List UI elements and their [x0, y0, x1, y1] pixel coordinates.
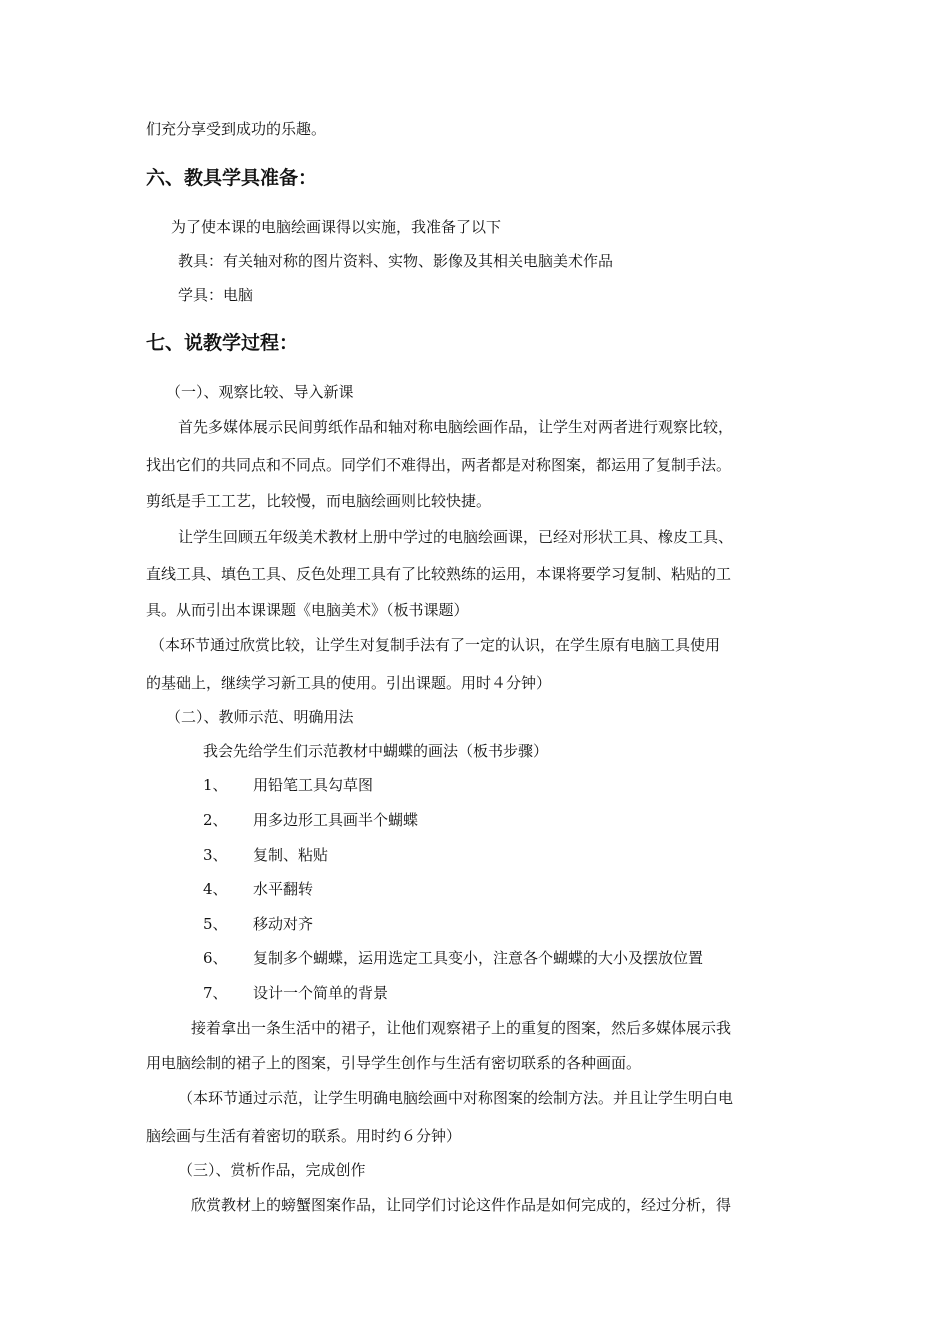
- step-text: 设计一个简单的背景: [253, 984, 389, 1002]
- paragraph-line: 首先多媒体展示民间剪纸作品和轴对称电脑绘画作品，让学生对两者进行观察比较，: [178, 418, 734, 436]
- step-item: [203, 879, 313, 899]
- step-number: 6、: [203, 949, 228, 967]
- note-line: （本环节通过示范，让学生明确电脑绘画中对称图案的绘制方法。并且让学生明白电: [178, 1089, 734, 1107]
- step-text: 水平翻转: [253, 880, 314, 898]
- step-item: [203, 948, 703, 968]
- subsection-title-3: （三）、赏析作品，完成创作: [178, 1161, 366, 1179]
- paragraph-line: 具。从而引出本课课题《电脑美术》（板书课题）: [146, 601, 469, 619]
- paragraph-line: 用电脑绘制的裙子上的图案，引导学生创作与生活有密切联系的各种画面。: [146, 1054, 642, 1072]
- step-text: 复制多个蝴蝶，运用选定工具变小，注意各个蝴蝶的大小及摆放位置: [253, 949, 704, 967]
- paragraph-line: 为了使本课的电脑绘画课得以实施，我准备了以下: [171, 218, 502, 236]
- step-number: 2、: [203, 811, 228, 829]
- note-line: 的基础上，继续学习新工具的使用。引出课题。用时４分钟）: [146, 674, 552, 692]
- step-number: 1、: [203, 776, 228, 794]
- paragraph-line: 剪纸是手工工艺，比较慢，而电脑绘画则比较快捷。: [146, 492, 492, 510]
- note-line: 脑绘画与生活有着密切的联系。用时约６分钟）: [146, 1127, 462, 1145]
- section-heading-7: 七、说教学过程：: [146, 332, 299, 354]
- paragraph-line: 直线工具、填色工具、反色处理工具有了比较熟练的运用，本课将要学习复制、粘贴的工: [146, 565, 732, 583]
- step-item: [203, 845, 328, 865]
- paragraph-line: 教具：有关轴对称的图片资料、实物、影像及其相关电脑美术作品: [178, 252, 614, 270]
- paragraph-line: 我会先给学生们示范教材中蝴蝶的画法（板书步骤）: [203, 742, 549, 760]
- step-text: 用铅笔工具勾草图: [253, 776, 374, 794]
- paragraph-line: 接着拿出一条生活中的裙子，让他们观察裙子上的重复的图案，然后多媒体展示我: [191, 1019, 732, 1037]
- subsection-title-1: （一）、观察比较、导入新课: [166, 383, 354, 401]
- note-line: （本环节通过欣赏比较，让学生对复制手法有了一定的认识，在学生原有电脑工具使用: [150, 636, 721, 654]
- paragraph-line: 们充分享受到成功的乐趣。: [146, 120, 327, 138]
- step-number: 5、: [203, 915, 228, 933]
- step-item: [203, 983, 388, 1003]
- section-heading-6: 六、教具学具准备：: [146, 167, 318, 189]
- paragraph-line: 找出它们的共同点和不同点。同学们不难得出，两者都是对称图案，都运用了复制手法。: [146, 456, 732, 474]
- step-number: 4、: [203, 880, 228, 898]
- step-number: 7、: [203, 984, 228, 1002]
- paragraph-line: 学具：电脑: [178, 286, 254, 304]
- subsection-title-2: （二）、教师示范、明确用法: [166, 708, 354, 726]
- step-text: 复制、粘贴: [253, 846, 329, 864]
- step-text: 用多边形工具画半个蝴蝶: [253, 811, 419, 829]
- paragraph-line: 欣赏教材上的螃蟹图案作品，让同学们讨论这件作品是如何完成的，经过分析，得: [191, 1196, 732, 1214]
- step-item: [203, 810, 418, 830]
- step-text: 移动对齐: [253, 915, 314, 933]
- step-number: 3、: [203, 846, 228, 864]
- paragraph-line: 让学生回顾五年级美术教材上册中学过的电脑绘画课，已经对形状工具、橡皮工具、: [178, 528, 734, 546]
- step-item: [203, 914, 313, 934]
- step-item: [203, 775, 373, 795]
